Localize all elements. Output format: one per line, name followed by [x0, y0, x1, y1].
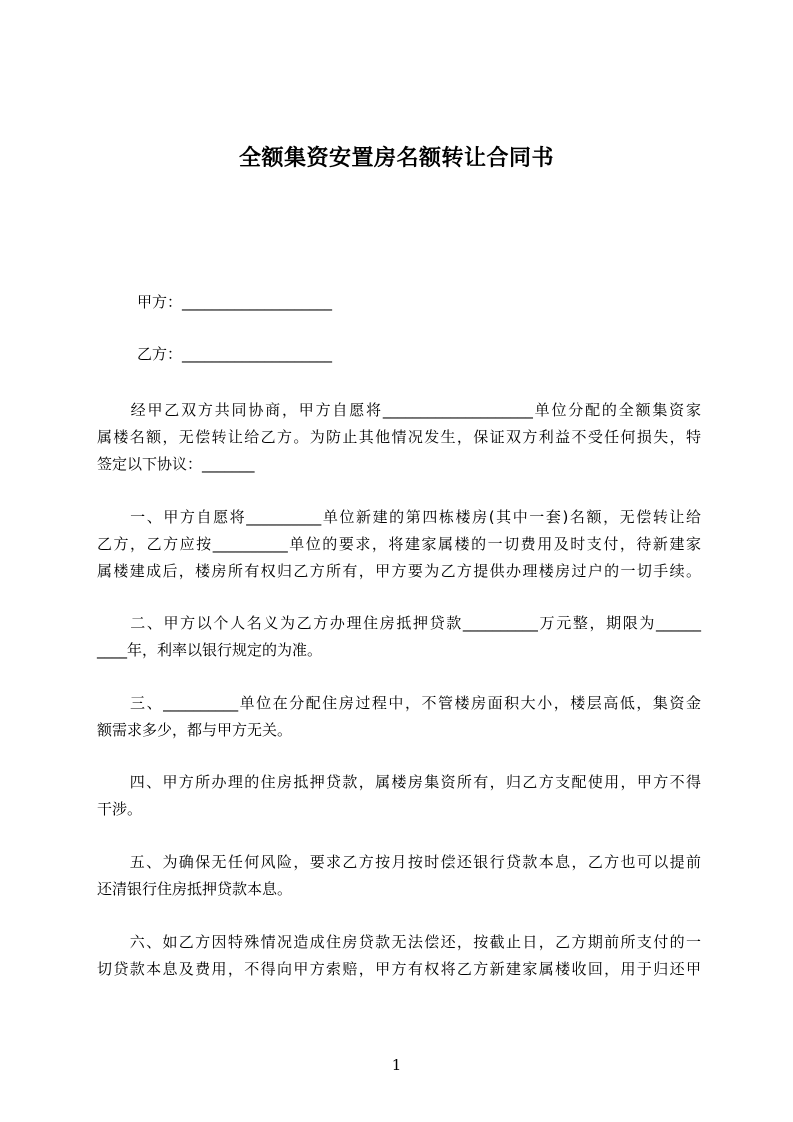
party-a-line: 甲方：____________________: [137, 293, 333, 311]
clause-1-line-1: 一、甲方自愿将__________单位新建的第四栋楼房(其中一套)名额，无偿转让给: [97, 508, 701, 526]
intro-line-3: 签定以下协议：_______: [97, 455, 255, 473]
clause-5-line-2: 还清银行住房抵押贷款本息。: [97, 880, 293, 898]
clause-5-line-1: 五、为确保无任何风险，要求乙方按月按时偿还银行贷款本息，乙方也可以提前: [97, 853, 701, 871]
clause-4-line-1: 四、甲方所办理的住房抵押贷款，属楼房集资所有，归乙方支配使用，甲方不得: [97, 773, 701, 791]
clause-6-line-2: 切贷款本息及费用，不得向甲方索赔，甲方有权将乙方新建家属楼收回，用于归还甲: [97, 960, 701, 978]
intro-line-1: 经甲乙双方共同协商，甲方自愿将____________________单位分配的全额集资家: [97, 401, 701, 419]
clause-3-line-1: 三、__________单位在分配住房过程中，不管楼房面积大小，楼层高低，集资金: [97, 694, 701, 712]
clause-2-line-1: 二、甲方以个人名义为乙方办理住房抵押贷款__________万元整，期限为______: [97, 614, 701, 632]
clause-4-line-2: 干涉。: [97, 800, 143, 818]
party-b-line: 乙方：____________________: [137, 345, 333, 363]
clause-1-line-3: 属楼建成后，楼房所有权归乙方所有，甲方要为乙方提供办理楼房过户的一切手续。: [97, 562, 701, 580]
clause-2-line-2: ____年，利率以银行规定的为准。: [97, 641, 323, 659]
document-title: 全额集资安置房名额转让合同书: [238, 146, 554, 171]
clause-6-line-1: 六、如乙方因特殊情况造成住房贷款无法偿还，按截止日，乙方期前所支付的一: [97, 933, 701, 951]
page-number: 1: [391, 1056, 402, 1074]
clause-3-line-2: 额需求多少，都与甲方无关。: [97, 721, 293, 739]
intro-line-2: 属楼名额，无偿转让给乙方。为防止其他情况发生，保证双方利益不受任何损失，特: [97, 428, 701, 446]
clause-1-line-2: 乙方，乙方应按__________单位的要求，将建家属楼的一切费用及时支付，待新建家: [97, 535, 701, 553]
